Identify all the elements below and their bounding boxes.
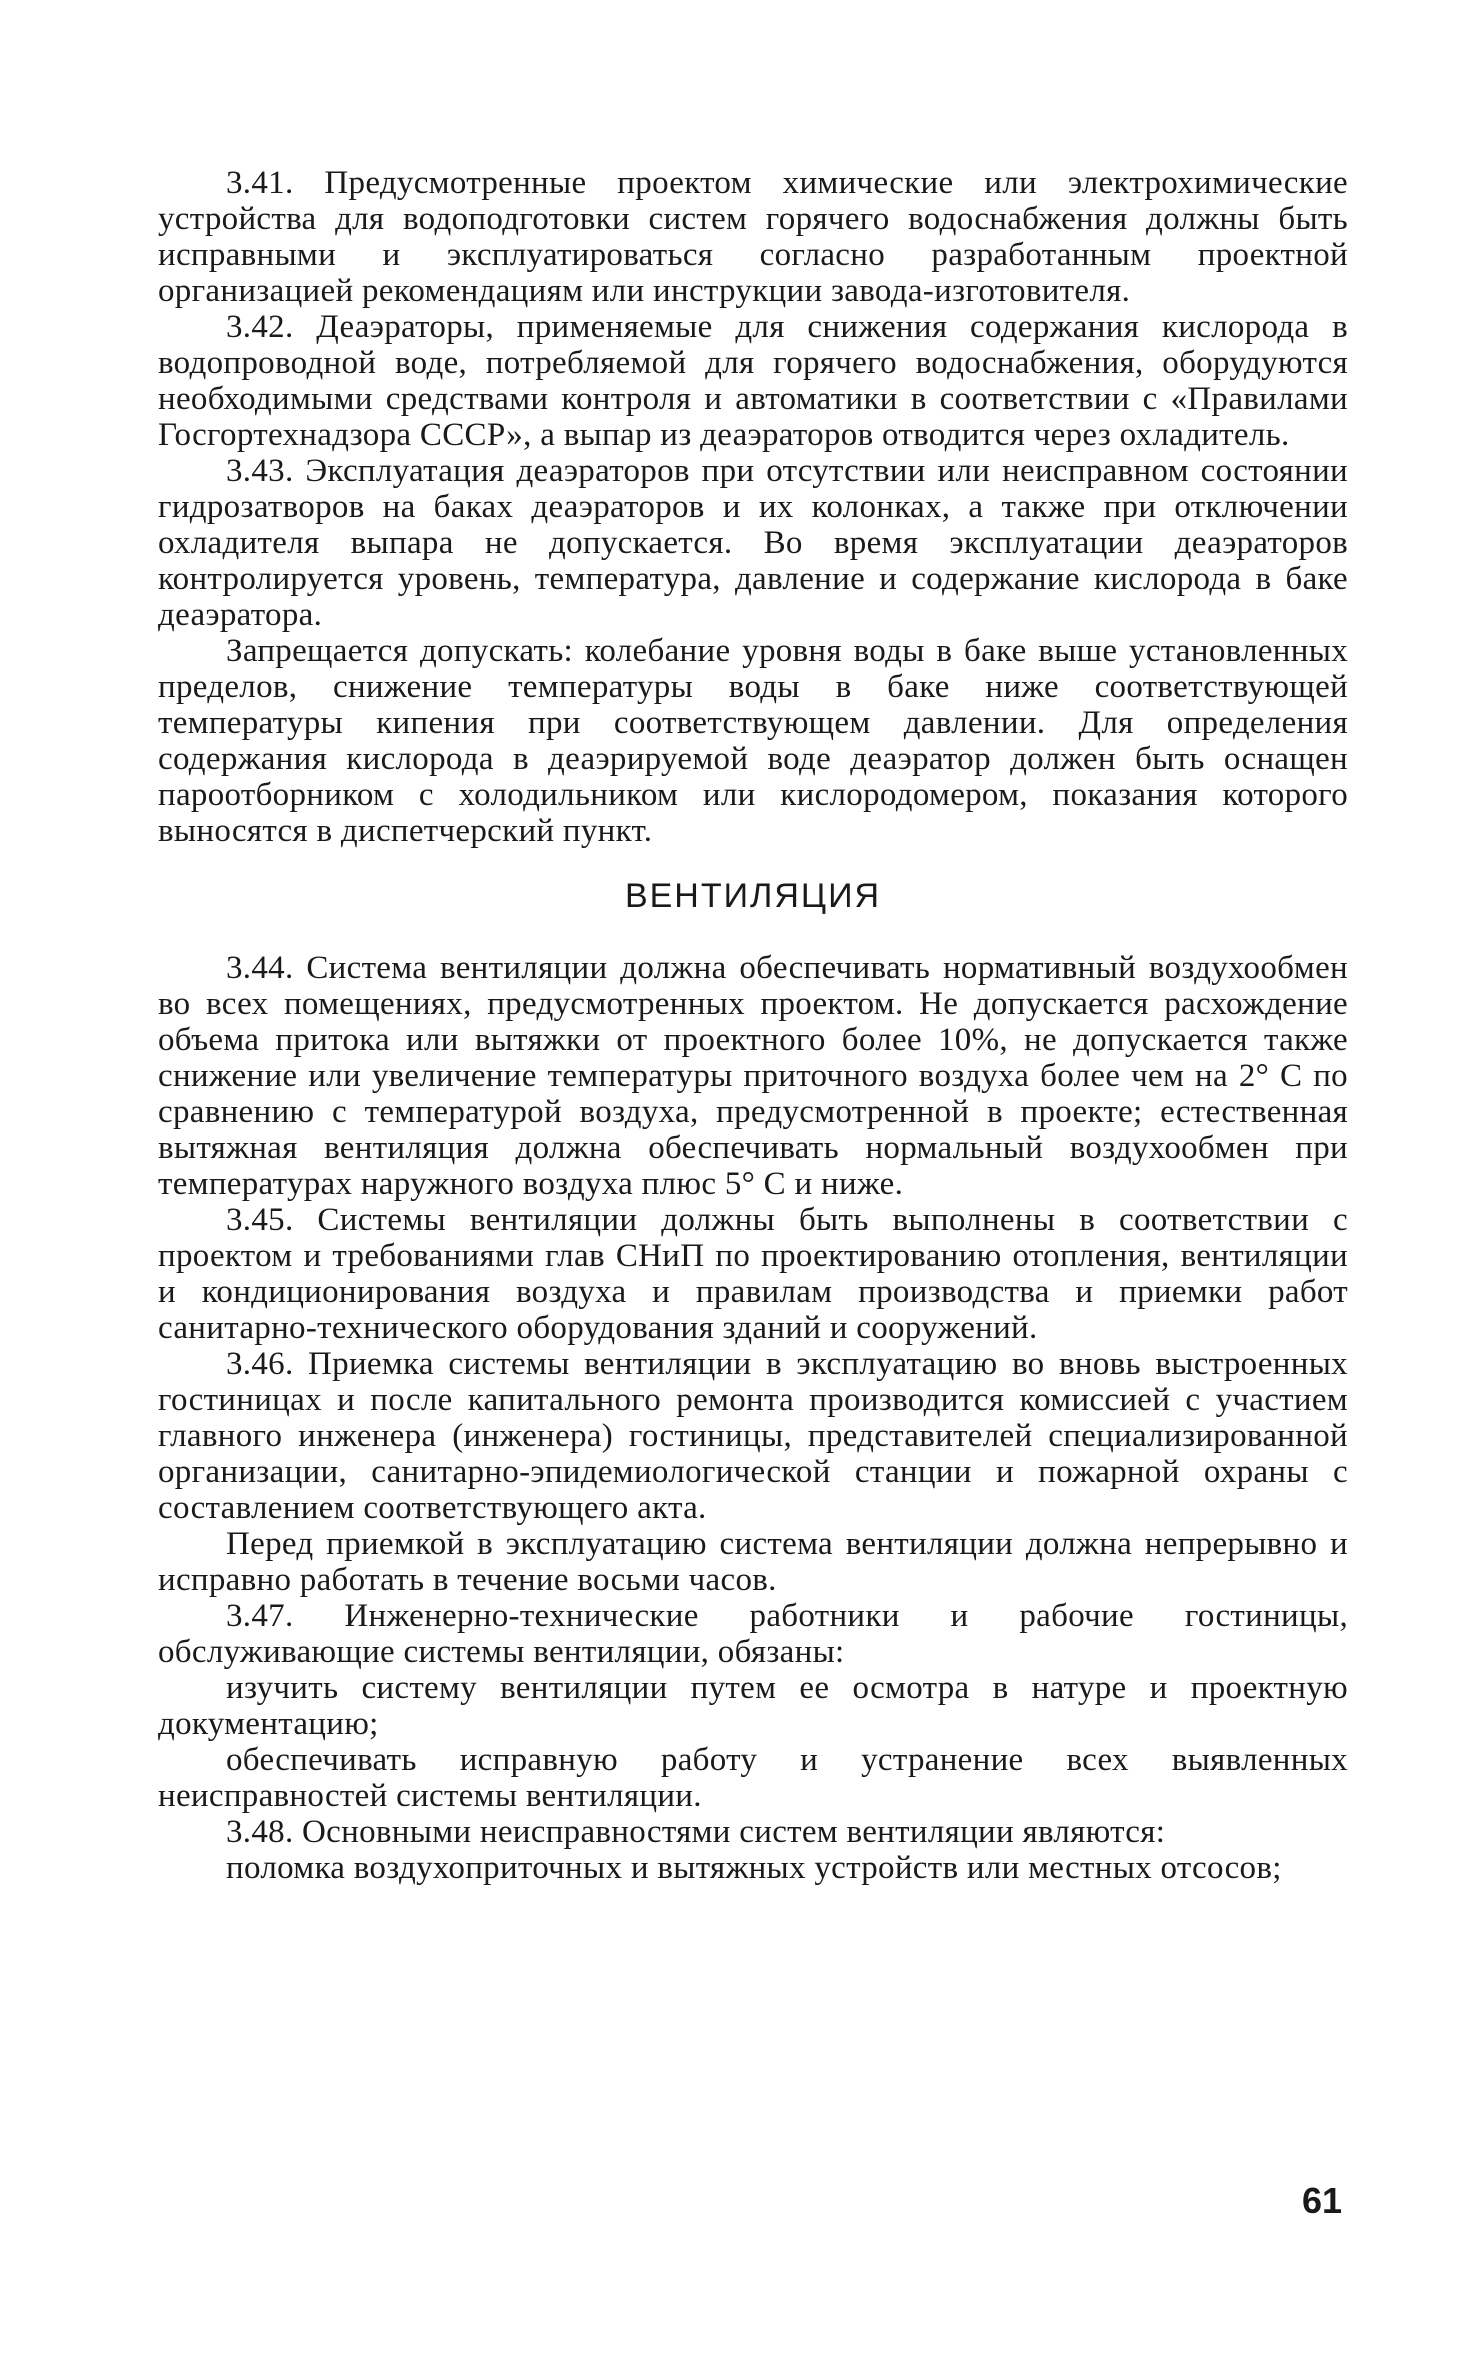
paragraph-3-42 xyxy=(158,309,1348,453)
paragraph-3-47-item-1 xyxy=(158,1670,1348,1742)
paragraph-3-46-continued xyxy=(158,1526,1348,1598)
paragraph-text: Перед приемкой в эксплуатацию система вентиляции должна непрерывно и исправно работать в течение восьми часов. xyxy=(158,1526,1348,1598)
clause-number: 3.45. xyxy=(226,1202,294,1238)
paragraph-text: Системы вентиляции должны быть выполнены в соответствии с проектом и требованиями глав СНиП по проектированию отопления, вентиляции и кондиционирования воздуха и правилам производства и приемки работ санитарно-технического оборудования зданий и сооружений. xyxy=(158,1202,1348,1346)
paragraph-text: обеспечивать исправную работу и устранение всех выявленных неисправностей системы вентиляции. xyxy=(158,1742,1348,1814)
section-heading: ВЕНТИЛЯЦИЯ xyxy=(624,877,882,915)
page-number: 61 xyxy=(1301,2180,1342,2221)
paragraph-text: Деаэраторы, применяемые для снижения содержания кислорода в водопроводной воде, потребляемой для горячего водоснабжения, оборудуются необходимыми средствами контроля и автоматики в соответствии с «Правилами Госгортехнадзора СССР», а выпар из деаэраторов отводится через охладитель. xyxy=(158,309,1348,453)
paragraph-3-43 xyxy=(158,453,1348,633)
paragraph-text: поломка воздухоприточных и вытяжных устройств или местных отсосов; xyxy=(226,1850,1282,1886)
paragraphs-after xyxy=(158,950,1348,1886)
paragraph-text: Предусмотренные проектом химические или электрохимические устройства для водоподготовки систем горячего водоснабжения должны быть исправными и эксплуатироваться согласно разработанным проектной организацией рекомендациям или инструкции завода-изготовителя. xyxy=(158,165,1348,309)
clause-number: 3.47. xyxy=(226,1598,294,1634)
paragraphs-before xyxy=(158,165,1348,849)
clause-number: 3.43. xyxy=(226,453,294,489)
paragraph-3-47-item-2 xyxy=(158,1742,1348,1814)
paragraph-text: Эксплуатация деаэраторов при отсутствии или неисправном состоянии гидрозатворов на баках деаэраторов и их колонках, а также при отключении охладителя выпара не допускается. Во время эксплуатации деаэраторов контролируется уровень, температура, давление и содержание кислорода в баке деаэратора. xyxy=(158,453,1348,633)
paragraph-3-44 xyxy=(158,950,1348,1202)
clause-number: 3.41. xyxy=(226,165,294,201)
paragraph-text: Основными неисправностями систем вентиляции являются: xyxy=(293,1814,1166,1850)
paragraph-3-46 xyxy=(158,1346,1348,1526)
clause-number: 3.42. xyxy=(226,309,294,345)
clause-number: 3.44. xyxy=(226,950,294,986)
paragraph-3-43-continued xyxy=(158,633,1348,849)
page-content xyxy=(158,165,1348,1886)
clause-number: 3.48. xyxy=(226,1814,294,1850)
paragraph-text: Система вентиляции должна обеспечивать нормативный воздухообмен во всех помещениях, предусмотренных проектом. Не допускается расхождение объема притока или вытяжки от проектного более 10%, не допускается также снижение или увеличение температуры приточного воздуха более чем на 2° С по сравнению с температурой воздуха, предусмотренной в проекте; естественная вытяжная вентиляция должна обеспечивать нормальный воздухообмен при температурах наружного воздуха плюс 5° С и ниже. xyxy=(158,950,1348,1202)
paragraph-3-48-item-1 xyxy=(158,1850,1348,1886)
paragraph-text: изучить систему вентиляции путем ее осмотра в натуре и проектную документацию; xyxy=(158,1670,1348,1742)
paragraph-3-41 xyxy=(158,165,1348,309)
paragraph-3-47 xyxy=(158,1598,1348,1670)
clause-number: 3.46. xyxy=(226,1346,294,1382)
paragraph-3-48 xyxy=(158,1814,1348,1850)
paragraph-text: Приемка системы вентиляции в эксплуатацию во вновь выстроенных гостиницах и после капитального ремонта производится комиссией с участием главного инженера (инженера) гостиницы, представителей специализированной организации, санитарно-эпидемиологической станции и пожарной охраны с составлением соответствующего акта. xyxy=(158,1346,1348,1526)
paragraph-text: Инженерно-технические работники и рабочие гостиницы, обслуживающие системы вентиляции, обязаны: xyxy=(158,1598,1348,1670)
paragraph-3-45 xyxy=(158,1202,1348,1346)
paragraph-text: Запрещается допускать: колебание уровня воды в баке выше установленных пределов, снижение температуры воды в баке ниже соответствующей температуры кипения при соответствующем давлении. Для определения содержания кислорода в деаэрируемой воде деаэратор должен быть оснащен пароотборником с холодильником или кислородомером, показания которого выносятся в диспетчерский пункт. xyxy=(158,633,1348,849)
